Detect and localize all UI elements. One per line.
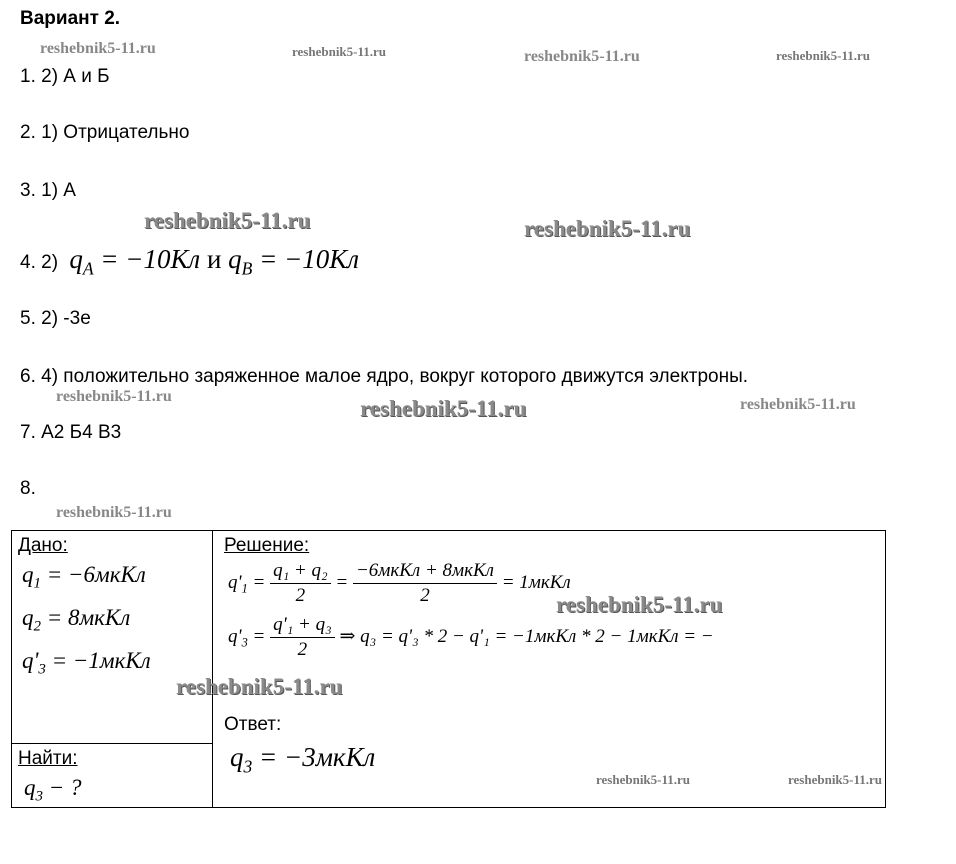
watermark: reshebnik5-11.ru (176, 674, 343, 699)
watermark: reshebnik5-11.ru (524, 48, 640, 65)
given-q1: $q_1$ = −6мкКл (22, 562, 146, 592)
table-vertical-divider (212, 530, 213, 808)
table-horizontal-divider (11, 743, 213, 744)
given-q3-prime: $q'_3$ = −1мкКл (22, 648, 151, 678)
solution-eq1: $q'_1$ = $\frac{\text{q₁ + q₂}}{2}$ = $\frac{\text{−6мкКл + 8мкКл}}{2}$ = 1мкКл (228, 560, 571, 606)
find-header: Найти: (18, 748, 78, 769)
answer-5: 5. 2) -3е (20, 308, 91, 329)
answer-6: 6. 4) положительно заряженное малое ядро, вокруг которого движутся электроны. (20, 366, 749, 387)
watermark: reshebnik5-11.ru (144, 208, 311, 233)
watermark: reshebnik5-11.ru (40, 40, 156, 57)
solution-eq2: $q'_3$ = $\frac{\text{q'₁ + q₃}}{2}$ ⇒ q₃ = q'₃ * 2 − q'₁ = −1мкКл * 2 − 1мкКл = − (228, 614, 714, 660)
watermark: reshebnik5-11.ru (56, 388, 172, 405)
watermark: reshebnik5-11.ru (596, 772, 691, 787)
answer-3: 3. 1) А (20, 180, 76, 201)
answer-8: 8. (20, 478, 36, 499)
watermark: reshebnik5-11.ru (56, 504, 172, 521)
watermark: reshebnik5-11.ru (360, 396, 527, 421)
answer-4-formula: $q_A = -10Кл$ и $q_B = -10Кл$ (69, 244, 360, 279)
answer-header: Ответ: (224, 714, 282, 735)
watermark: reshebnik5-11.ru (524, 216, 691, 241)
given-q2: $q_2$ = 8мкКл (22, 605, 131, 635)
page-title: Вариант 2. (20, 8, 121, 29)
final-answer: $q_3$ = −3мкКл (230, 742, 376, 777)
watermark: reshebnik5-11.ru (556, 592, 723, 617)
answer-7: 7. А2 Б4 В3 (20, 422, 122, 443)
find-q3: $q_3$ − ? (24, 775, 82, 805)
watermark: reshebnik5-11.ru (292, 44, 387, 59)
answer-1: 1. 2) А и Б (20, 66, 110, 87)
watermark: reshebnik5-11.ru (788, 772, 883, 787)
given-header: Дано: (18, 535, 68, 556)
watermark: reshebnik5-11.ru (740, 396, 856, 413)
solution-header: Решение: (224, 535, 310, 556)
answer-4-prefix: 4. 2) (20, 252, 59, 273)
answer-2: 2. 1) Отрицательно (20, 122, 190, 143)
answer-4 (20, 244, 359, 279)
watermark: reshebnik5-11.ru (776, 48, 871, 63)
